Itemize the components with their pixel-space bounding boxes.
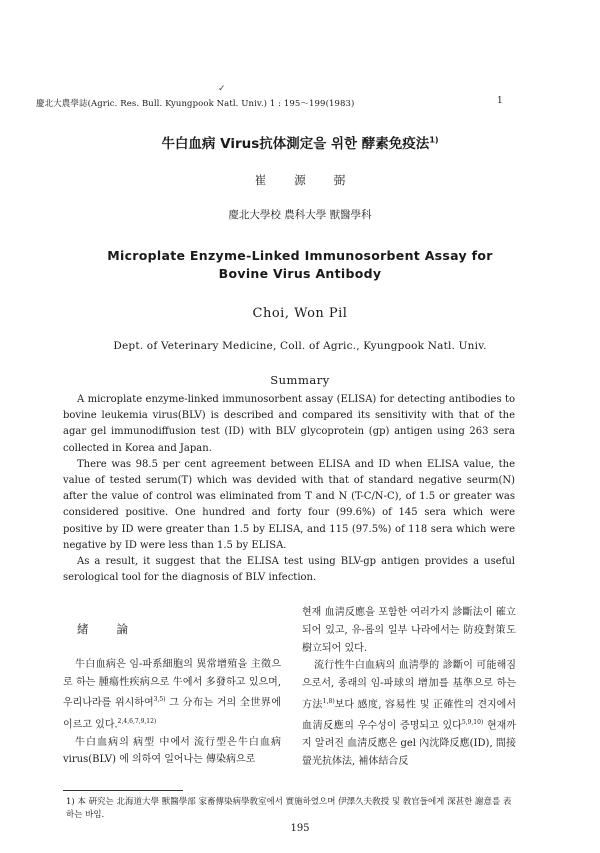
title-english <box>0 247 600 283</box>
title-footnote-marker: 1) <box>429 135 439 145</box>
introduction-heading <box>63 621 281 639</box>
introduction-right-column <box>302 604 516 771</box>
running-head: 慶北大農學誌(Agric. Res. Bull. Kyungpook Natl. Univ.) 1 : 195～199(1983) <box>36 99 355 109</box>
intro-text: 현재까지 알려진 血淸反應은 gel 內沈降反應(ID), 間接螢光抗体法, 補体結合反 <box>302 720 516 768</box>
author-english: Choi, Won Pil <box>252 306 348 321</box>
abstract-paragraph: As a result, it suggest that the ELISA test using BLV-gp antigen provides a useful serological tool for the diagnosis of BLV infection. <box>63 556 515 584</box>
heading-char: 論 <box>116 622 128 636</box>
author-korean <box>0 172 600 188</box>
footnote: 1) 本 硏究는 北海道大學 獸醫學部 家畜傳染病學敎室에서 實施하였으며 伊澤久夫敎授 및 敎官들에게 深甚한 謝意를 表하는 바임. <box>66 797 512 820</box>
citation: 1,8) <box>322 697 335 705</box>
intro-paragraph <box>63 656 281 734</box>
abstract <box>63 392 515 586</box>
title-english-line: Microplate Enzyme-Linked Immunosorbent Assay for <box>107 248 493 263</box>
abstract-paragraph: A microplate enzyme-linked immunosorbent assay (ELISA) for detecting antibodies to bovine leukemia virus(BLV) is described and compared its sensitivity with that of the agar gel immunodiffusion test (ID) with BLV glycoprotein (gp) antigen using 263 sera collected in Korea and Japan. <box>63 394 515 454</box>
affiliation-korean: 慶北大學校 農科大學 獸醫學科 <box>228 209 372 221</box>
affiliation-english: Dept. of Veterinary Medicine, Coll. of Agric., Kyungpook Natl. Univ. <box>113 340 487 352</box>
title-korean-text: 牛白血病 Virus抗体測定을 위한 酵素免疫法 <box>161 136 430 152</box>
intro-paragraph <box>302 657 516 770</box>
intro-text: 보다 感度, 容易性 및 正確性의 견지에서 血淸反應의 우수성이 증명되고 있다 <box>302 699 517 732</box>
author-korean-char: 源 <box>294 173 306 187</box>
title-english-line: Bovine Virus Antibody <box>218 266 382 281</box>
intro-paragraph: 牛白血病의 病型 中에서 流行型은牛白血病 virus(BLV) 에 의하여 일어나는 傳染病으로 <box>63 736 281 766</box>
introduction-left-column <box>63 621 281 769</box>
intro-text: 流行性牛白血病의 血淸學的 診斷이 可能해짐으로서, 종래의 임-파球의 增加를 基準으로 하는 方法 <box>302 660 516 711</box>
author-korean-char: 弼 <box>333 173 346 187</box>
summary-heading: Summary <box>270 373 330 387</box>
intro-text: 그 分布는 거의 全世界에 이르고 있다. <box>63 697 282 730</box>
intro-text: 牛白血病은 임-파系細胞의 異常增殖을 主徵으로 하는 腫瘍性疾病으로 牛에서 多發하고 있으며, 우리나라를 위시하여 <box>63 658 281 709</box>
page-number-bottom: 195 <box>290 823 310 834</box>
citation: 5,9,10) <box>461 719 484 727</box>
intro-paragraph: 현재 血淸反應을 포함한 여러가지 診斷法이 確立되어 있고, 유-롭의 일부 나라에서는 防疫對策도 樹立되어 있다. <box>302 607 516 654</box>
page-number-top: 1 <box>497 96 503 106</box>
title-korean <box>0 132 600 152</box>
footnote-rule <box>63 790 183 791</box>
citation: 3,5) <box>153 696 166 704</box>
citation: 2,4,6,7,9,12) <box>117 717 157 725</box>
abstract-paragraph: There was 98.5 per cent agreement between ELISA and ID when ELISA value, the value of tested serum(T) which was devided with that of standard negative seurm(N) after the value of control was eliminated from T and N (T-C/N-C), of 1.5 or greater was considered positive. One hundred and forty four (99.6%) of 145 sera which were positive by ID were greater than 1.5 by ELISA, and 115 (97.5%) of 118 sera which were negative by ID were less than 1.5 by ELISA. <box>63 458 515 551</box>
heading-char: 緒 <box>77 622 89 636</box>
author-korean-char: 崔 <box>254 173 267 187</box>
check-mark: ✓ <box>218 84 226 94</box>
